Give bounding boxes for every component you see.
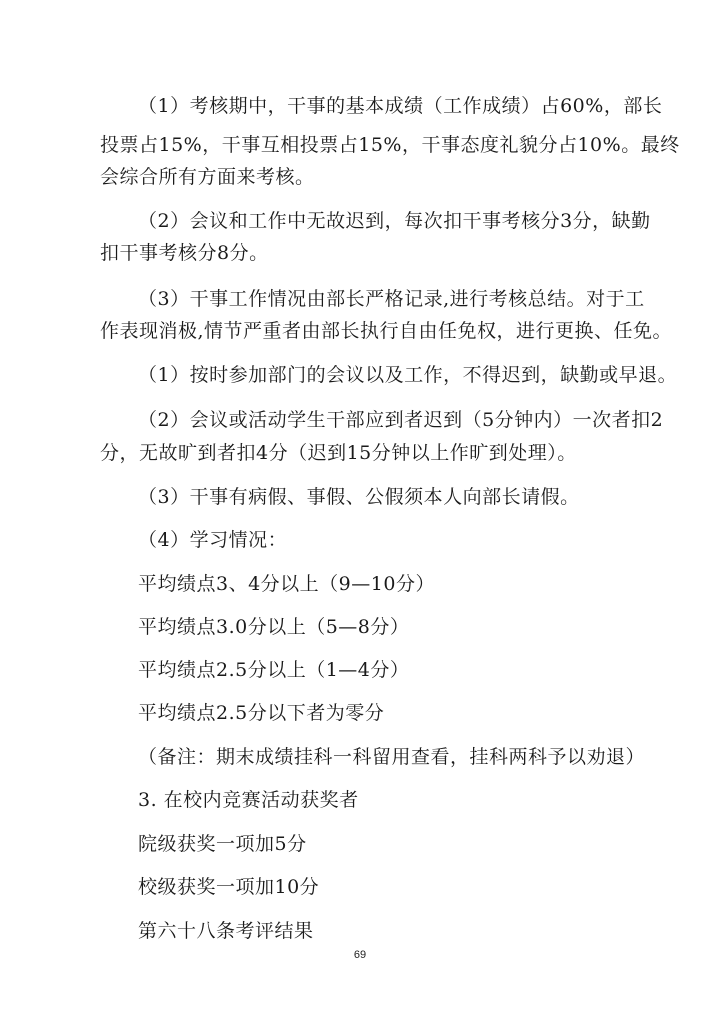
page-number: 69 [353,949,367,961]
paragraph-lateness-penalty-line-2: 扣干事考核分8分。 [100,242,269,264]
paragraph-late-deduction-line-2: 分，无故旷到者扣4分（迟到15分钟以上作旷到处理）。 [100,442,577,464]
paragraph-leave-request: （3）干事有病假、事假、公假须本人向部长请假。 [138,486,580,508]
grade-rule-1: 平均绩点3、4分以上（9—10分） [138,573,435,595]
award-rule-college: 院级获奖一项加5分 [138,833,307,855]
paragraph-work-record-line-2: 作表现消极,情节严重者由部长执行自由任免权，进行更换、任免。 [100,320,673,342]
article-68-heading: 第六十八条考评结果 [138,920,314,942]
grade-rule-4: 平均绩点2.5分以下者为零分 [138,702,385,724]
grade-rule-3: 平均绩点2.5分以上（1—4分） [138,659,410,681]
paragraph-study-heading: （4）学习情况： [138,529,288,551]
paragraph-lateness-penalty-line-1: （2）会议和工作中无故迟到，每次扣干事考核分3分，缺勤 [138,210,651,232]
paragraph-attendance: （1）按时参加部门的会议以及工作，不得迟到，缺勤或早退。 [138,364,678,386]
section-competition-heading: 3. 在校内竞赛活动获奖者 [138,789,359,811]
award-rule-school: 校级获奖一项加10分 [138,876,320,898]
paragraph-assessment-weights-line-3: 会综合所有方面来考核。 [100,166,315,188]
paragraph-note: （备注：期末成绩挂科一科留用查看，挂科两科予以劝退） [138,746,646,768]
grade-rule-2: 平均绩点3.0分以上（5—8分） [138,616,410,638]
paragraph-assessment-weights-line-2: 投票占15%，干事互相投票占15%，干事态度礼貌分占10%。最终 [100,134,680,156]
paragraph-late-deduction-line-1: （2）会议或活动学生干部应到者迟到（5分钟内）一次者扣2 [138,409,664,431]
paragraph-assessment-weights-line-1: （1）考核期中，干事的基本成绩（工作成绩）占60%，部长 [138,95,663,117]
paragraph-work-record-line-1: （3）干事工作情况由部长严格记录,进行考核总结。对于工 [138,288,645,310]
